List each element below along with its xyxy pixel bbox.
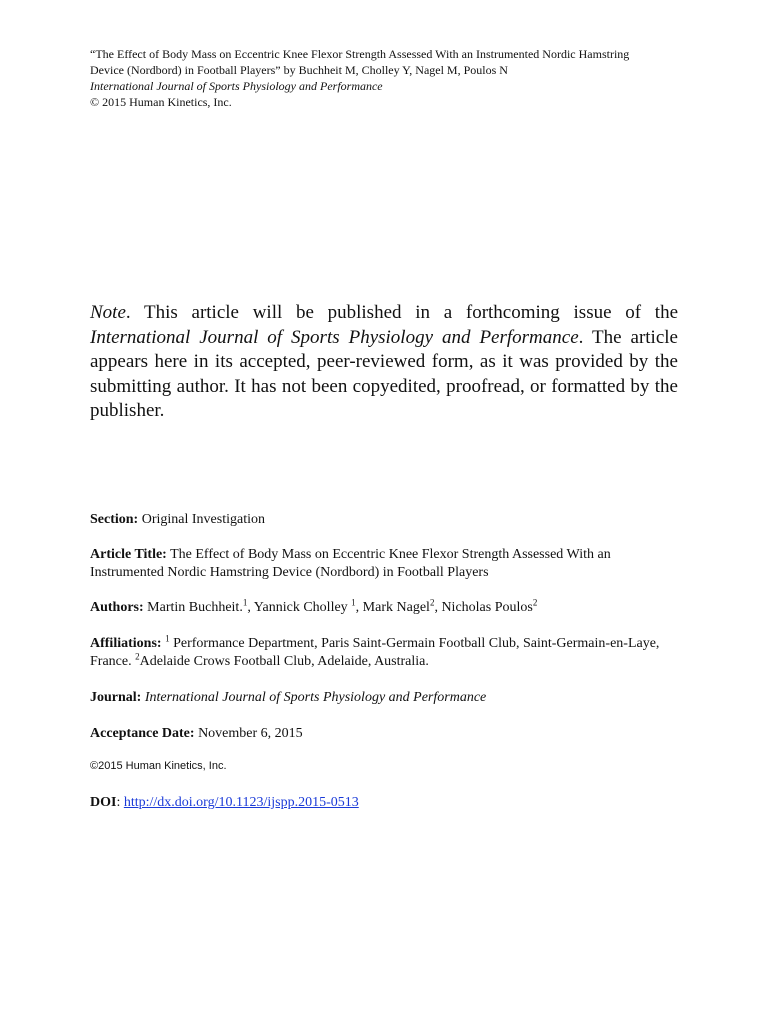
copyright-notice: ©2015 Human Kinetics, Inc. [90, 760, 227, 772]
note-journal: International Journal of Sports Physiology and Performance [90, 326, 579, 348]
author-3: , Mark Nagel [355, 600, 430, 615]
doi-link[interactable]: http://dx.doi.org/10.1123/ijspp.2015-0513 [123, 795, 359, 810]
affiliations-field [90, 635, 674, 671]
affiliation-1: Performance Department, Paris Saint-Germain Football Club, Saint-Germain-en-Laye, France. [90, 636, 660, 669]
author-4: , Nicholas Poulos [434, 600, 533, 615]
affiliations-label: Affiliations: [90, 636, 162, 651]
publication-note [90, 301, 678, 424]
doi-label: DOI [90, 795, 117, 810]
author-2: , Yannick Cholley [247, 600, 352, 615]
acceptance-value: November 6, 2015 [194, 726, 303, 741]
acceptance-label: Acceptance Date: [90, 726, 195, 741]
header-copyright: © 2015 Human Kinetics, Inc. [90, 95, 232, 109]
affiliation-2: Adelaide Crows Football Club, Adelaide, Australia. [139, 654, 429, 669]
running-header [90, 46, 690, 110]
author-2-affil: 1 [351, 597, 356, 608]
note-text-2: . The article appears here in its accepted, peer-reviewed form, as it was provided by the submitting author. It has not been copyedited, proofread, or formatted by the publisher. [90, 326, 678, 421]
article-title-field [90, 546, 670, 582]
authors-label: Authors: [90, 600, 144, 615]
section-label: Section: [90, 512, 139, 527]
author-3-affil: 2 [429, 597, 435, 608]
header-title-line-2: Device (Nordbord) in Football Players” by Buchheit M, Cholley Y, Nagel M, Poulos N [90, 63, 508, 77]
journal-label: Journal: [90, 690, 142, 705]
affiliation-1-marker: 1 [165, 633, 170, 644]
affiliation-2-marker: 2 [135, 651, 140, 662]
acceptance-date-field [90, 725, 690, 743]
header-journal: International Journal of Sports Physiology and Performance [90, 79, 383, 93]
doi-separator: : [116, 795, 124, 810]
author-1: Martin Buchheit. [143, 600, 243, 615]
article-title-label: Article Title: [90, 547, 167, 562]
note-text-1: . This article will be published in a forthcoming issue of the [125, 302, 678, 323]
section-value: Original Investigation [138, 512, 265, 527]
header-title-line-1: “The Effect of Body Mass on Eccentric Knee Flexor Strength Assessed With an Instrumented Nordic Hamstring [90, 47, 630, 61]
article-title-value: The Effect of Body Mass on Eccentric Knee Flexor Strength Assessed With an Instrumented Nordic Hamstring Device (Nordbord) in Football Players [90, 547, 611, 580]
journal-value: International Journal of Sports Physiology and Performance [144, 690, 487, 705]
authors-field [90, 599, 690, 617]
section-field [90, 511, 690, 529]
author-1-affil: 1 [242, 597, 248, 608]
author-4-affil: 2 [532, 597, 538, 608]
note-label: Note [90, 302, 126, 323]
journal-field [90, 689, 690, 707]
doi-field [90, 794, 690, 812]
